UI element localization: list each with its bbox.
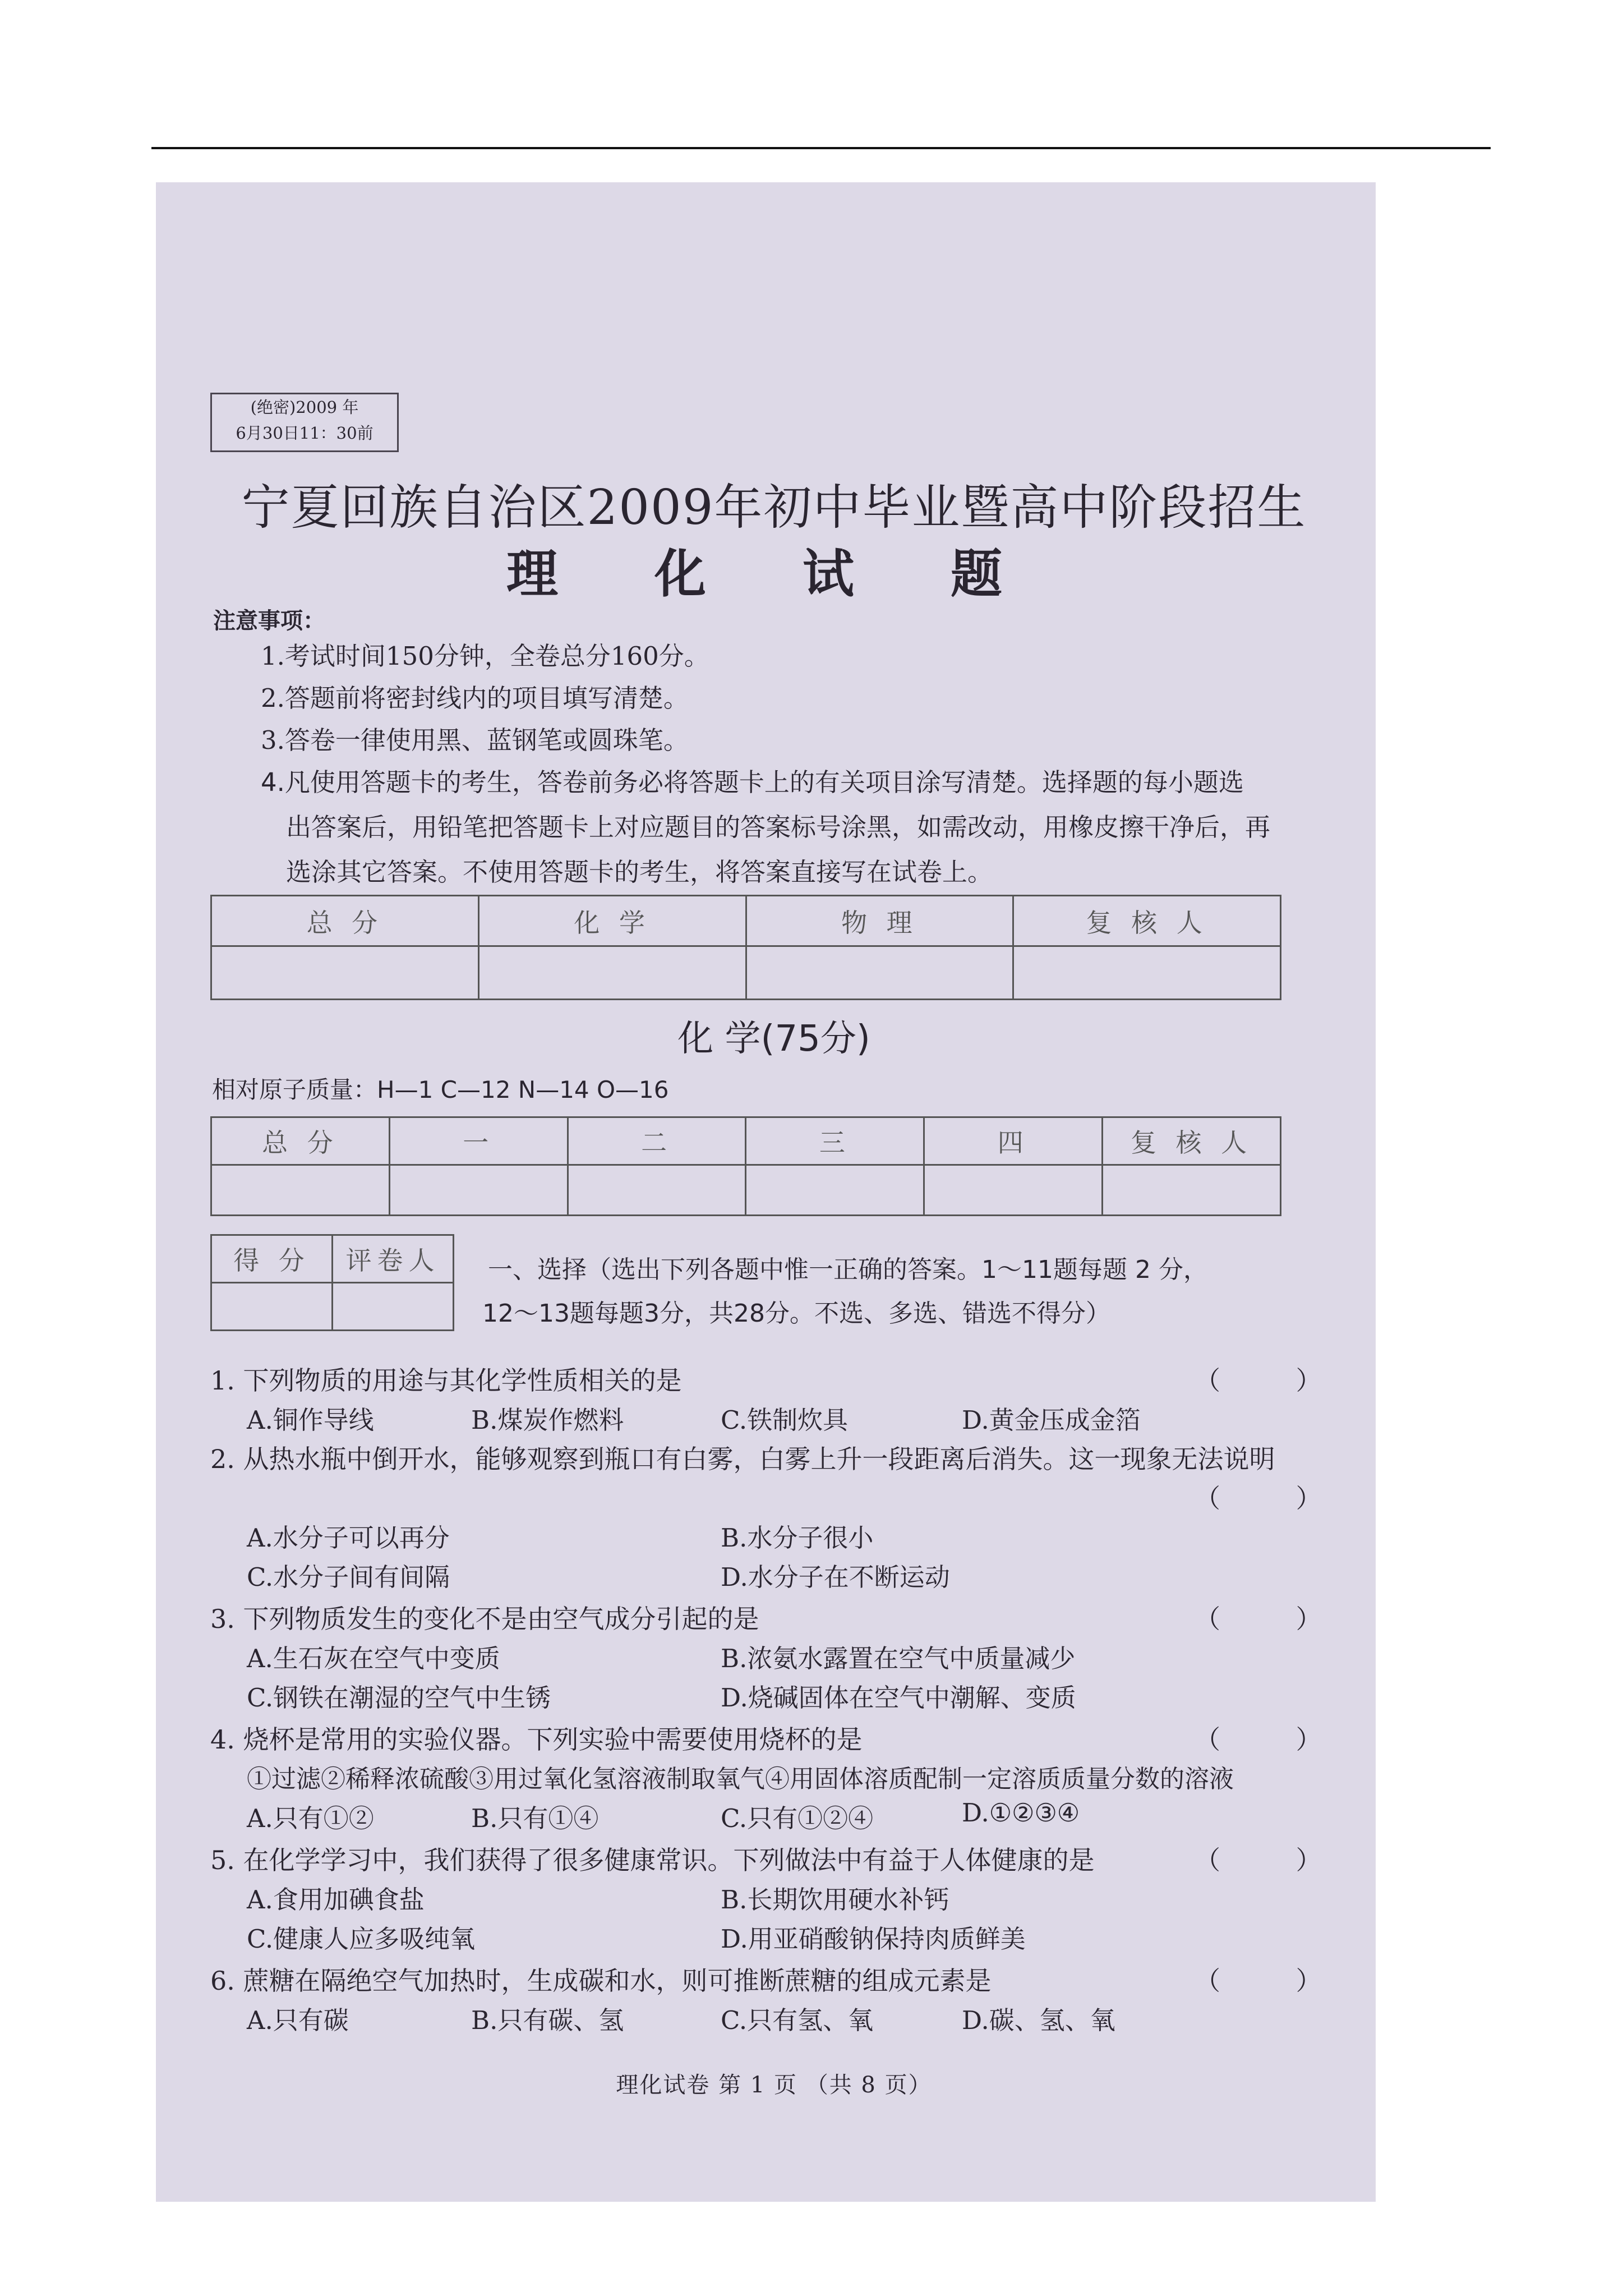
q6-option-a: A.只有碳 [247,2005,349,2035]
q1-option-d: D.黄金压成金箔 [962,1405,1141,1435]
header-physics: 物 理 [746,896,1013,946]
stamp-line-1: (绝密)2009 年 [250,398,359,417]
q4-option-b: B.只有①④ [471,1803,599,1833]
section-1-instructions [482,1248,1284,1336]
grader-table [210,1234,454,1331]
top-rule [151,147,1491,149]
q5-option-c: C.健康人应多吸纯氧 [247,1924,476,1954]
q3-option-b: B.浓氨水露置在空气中质量减少 [721,1644,1076,1673]
chem-header-total: 总 分 [211,1117,390,1165]
note-item-2: 2.答题前将密封线内的项目填写清楚。 [261,683,689,713]
overall-score-table [210,895,1281,1000]
question-1-answer-blank[interactable]: （ ） [1195,1365,1355,1396]
question-5-stem: 5. 在化学学习中，我们获得了很多健康常识。下列做法中有益于人体健康的是 [210,1845,1095,1875]
q2-option-c: C.水分子间有间隔 [247,1562,450,1592]
question-2-stem: 2. 从热水瓶中倒开水，能够观察到瓶口有白雾，白雾上升一段距离后消失。这一现象无法说明 [210,1444,1275,1474]
q2-option-b: B.水分子很小 [721,1523,874,1553]
note-item-3: 3.答卷一律使用黑、蓝钢笔或圆珠笔。 [261,725,689,755]
note-item-4-line-3: 选涂其它答案。不使用答题卡的考生，将答案直接写在试卷上。 [286,857,993,887]
question-3-answer-blank[interactable]: （ ） [1195,1604,1355,1634]
cell-reviewer[interactable] [1013,946,1281,1000]
chem-header-part-4: 四 [924,1117,1103,1165]
q3-option-c: C.钢铁在潮湿的空气中生锈 [247,1683,551,1713]
q2-option-d: D.水分子在不断运动 [721,1562,950,1592]
q5-option-b: B.长期饮用硬水补钙 [721,1885,949,1915]
chem-cell-reviewer[interactable] [1103,1165,1281,1216]
q4-detail: ①过滤②稀释浓硫酸③用过氧化氢溶液制取氧气④用固体溶质配制一定溶质质量分数的溶液 [247,1765,1234,1793]
question-6-stem: 6. 蔗糖在隔绝空气加热时，生成碳和水，则可推断蔗糖的组成元素是 [210,1966,992,1996]
note-item-4-line-1: 4.凡使用答题卡的考生，答卷前务必将答题卡上的有关项目涂写清楚。选择题的每小题选 [261,767,1244,797]
q4-option-a: A.只有①② [247,1803,374,1833]
chem-cell-part-3[interactable] [746,1165,924,1216]
note-item-4 [261,760,1287,895]
grader-cell-score[interactable] [211,1283,333,1331]
section-1-line-2: 12～13题每题3分，共28分。不选、多选、错选不得分） [482,1299,1110,1328]
stamp-line-2: 6月30日11：30前 [236,424,374,443]
exam-subtitle: 理 化 试 题 [506,544,1042,604]
grader-cell-grader[interactable] [333,1283,454,1331]
chem-header-reviewer: 复 核 人 [1103,1117,1281,1165]
atomic-mass-note: 相对原子质量：H—1 C—12 N—14 O—16 [212,1076,669,1103]
chem-cell-part-1[interactable] [389,1165,568,1216]
header-reviewer: 复 核 人 [1013,896,1281,946]
q6-option-b: B.只有碳、氢 [471,2005,624,2035]
question-4-answer-blank[interactable]: （ ） [1195,1724,1355,1755]
q1-option-a: A.铜作导线 [247,1405,374,1435]
chem-cell-part-4[interactable] [924,1165,1103,1216]
q5-option-a: A.食用加碘食盐 [247,1885,425,1915]
chem-header-part-3: 三 [746,1117,924,1165]
q3-option-a: A.生石灰在空气中变质 [247,1644,500,1673]
cell-total-score[interactable] [211,946,479,1000]
q4-option-d: D.①②③④ [962,1798,1080,1828]
page-footer: 理化试卷 第 1 页 （共 8 页） [616,2072,932,2098]
question-2-answer-blank[interactable]: （ ） [1195,1483,1355,1513]
header-total: 总 分 [211,896,479,946]
confidential-stamp [210,393,399,452]
q5-option-d: D.用亚硝酸钠保持肉质鲜美 [721,1924,1026,1954]
note-item-1: 1.考试时间150分钟，全卷总分160分。 [261,641,709,671]
question-5-answer-blank[interactable]: （ ） [1195,1845,1355,1875]
note-item-4-line-2: 出答案后，用铅笔把答题卡上对应题目的答案标号涂黑，如需改动，用橡皮擦干净后，再 [286,812,1271,842]
grader-header-score: 得 分 [211,1235,333,1283]
q3-option-d: D.烧碱固体在空气中潮解、变质 [721,1683,1076,1713]
q6-option-c: C.只有氢、氧 [721,2005,874,2035]
q1-option-c: C.铁制炊具 [721,1405,849,1435]
q4-option-c: C.只有①②④ [721,1803,874,1833]
grader-header-grader: 评卷人 [333,1235,454,1283]
cell-physics-score[interactable] [746,946,1013,1000]
question-1-stem: 1. 下列物质的用途与其化学性质相关的是 [210,1365,682,1396]
exam-title: 宁夏回族自治区2009年初中毕业暨高中阶段招生 [241,480,1307,536]
chem-cell-part-2[interactable] [568,1165,746,1216]
header-chemistry: 化 学 [478,896,746,946]
chem-header-part-1: 一 [389,1117,568,1165]
q1-option-b: B.煤炭作燃料 [471,1405,624,1435]
chemistry-section-title: 化 学(75分) [677,1018,870,1060]
chem-header-part-2: 二 [568,1117,746,1165]
question-3-stem: 3. 下列物质发生的变化不是由空气成分引起的是 [210,1604,759,1634]
question-6-answer-blank[interactable]: （ ） [1195,1966,1355,1996]
chem-cell-total[interactable] [211,1165,390,1216]
cell-chemistry-score[interactable] [478,946,746,1000]
chemistry-score-table [210,1116,1281,1216]
notes-heading: 注意事项： [213,608,325,634]
section-1-line-1: 一、选择（选出下列各题中惟一正确的答案。1～11题每题 2 分， [488,1255,1208,1284]
q6-option-d: D.碳、氢、氧 [962,2005,1115,2035]
question-4-stem: 4. 烧杯是常用的实验仪器。下列实验中需要使用烧杯的是 [210,1724,863,1755]
q2-option-a: A.水分子可以再分 [247,1523,450,1553]
